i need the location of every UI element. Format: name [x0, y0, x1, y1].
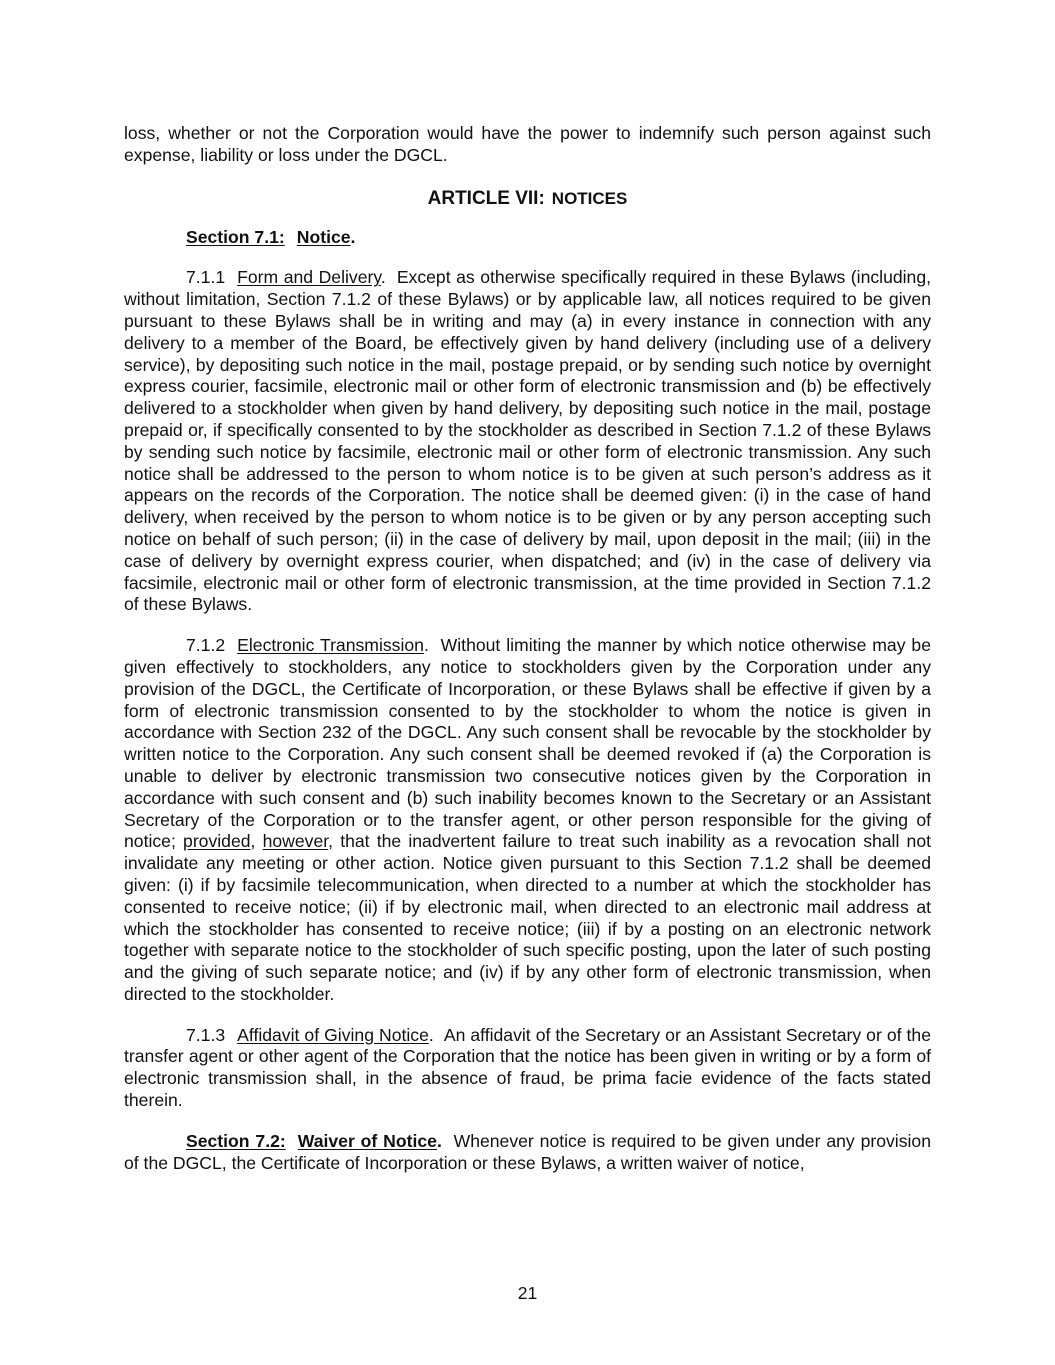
- paragraph-7-1-2-number: 7.1.2: [186, 635, 226, 656]
- paragraph-7-1-1-number: 7.1.1: [186, 267, 226, 288]
- paragraph-7-1-2-heading: Electronic Transmission: [237, 635, 424, 656]
- paragraph-7-1-2-punct: .: [423, 635, 429, 656]
- section-7-1-title: Notice: [296, 226, 351, 247]
- paragraph-7-1-1-text: Except as otherwise specifically required in these Bylaws (including, without limitation, Section 7.1.2 of these Bylaws) or by applicable law, all notices required to be given pursuant to these Bylaws shall be in writing and may (a) in every instance in connection with any delivery to a member of the Board, be effectively given by hand delivery (including use of a delivery service), by depositing such notice in the mail, postage prepaid, or by sending such notice by overnight express courier, facsimile, electronic mail or other form of electronic transmission and (b) be effectively delivered to a stockholder when given by hand delivery, by depositing such notice in the mail, postage prepaid or, if specifically consented to by the stockholder as described in Section 7.1.2 of these Bylaws by sending such notice by facsimile, electronic mail or other form of electronic transmission. Any such notice shall be addressed to the person to whom notice is to be given at such person’s address as it appears on the records of the Corporation. The notice shall be deemed given: (i) in the case of hand delivery, when received by the person to whom notice is to be given or by any person accepting such notice on behalf of such person; (ii) in the case of delivery by mail, upon deposit in the mail; (iii) in the case of delivery by overnight express courier, when dispatched; and (iv) in the case of delivery via facsimile, electronic mail or other form of electronic transmission, at the time provided in Section 7.1.2 of these Bylaws.: [124, 267, 931, 615]
- paragraph-7-1-1-heading: Form and Delivery: [237, 267, 381, 288]
- section-7-2-text: Whenever notice is required to be given under any provision of the DGCL, the Certificate of Incorporation or these Bylaws, a written waiver of notice,: [124, 1130, 931, 1173]
- provided-comma: ,: [250, 831, 256, 852]
- paragraph-7-1-3: [124, 1025, 931, 1112]
- however-term: however: [262, 831, 329, 852]
- section-7-1-number: Section 7.1:: [186, 226, 285, 247]
- paragraph-7-1-2-text-a: Without limiting the manner by which notice otherwise may be given effectively to stockholders, any notice to stockholders given by the Corporation under any provision of the DGCL, the Certificate of Incorporation, or these Bylaws shall be effective if given by a form of electronic transmission consented to by the stockholder to whom the notice is given in accordance with Section 232 of the DGCL. Any such consent shall be revocable by the stockholder by written notice to the Corporation. Any such consent shall be deemed revoked if (a) the Corporation is unable to deliver by electronic transmission two consecutive notices given by the Corporation in accordance with such consent and (b) such inability becomes known to the Secretary or an Assistant Secretary of the Corporation or to the transfer agent, or other person responsible for the giving of notice;: [124, 635, 931, 852]
- paragraph-7-1-3-heading: Affidavit of Giving Notice: [237, 1024, 429, 1045]
- paragraph-7-1-3-punct: .: [428, 1024, 434, 1045]
- section-7-1-end: .: [350, 226, 356, 247]
- article-heading: [124, 187, 931, 211]
- article-label: ARTICLE VII:: [427, 187, 545, 209]
- article-title: NOTICES: [551, 188, 628, 208]
- page-number: 21: [517, 1283, 538, 1303]
- document-page: [124, 123, 931, 1174]
- section-7-2-end: .: [436, 1130, 442, 1151]
- paragraph-7-1-1: [124, 267, 931, 616]
- provided-term: provided: [183, 831, 251, 852]
- section-7-2-number: Section 7.2:: [186, 1130, 286, 1151]
- section-7-2-title: Waiver of Notice: [297, 1130, 437, 1151]
- paragraph-7-1-3-text: An affidavit of the Secretary or an Assistant Secretary or of the transfer agent or other agent of the Corporation that the notice has been given in writing or by a form of electronic transmission shall, in the absence of fraud, be prima facie evidence of the facts stated therein.: [124, 1024, 931, 1111]
- paragraph-7-1-3-number: 7.1.3: [186, 1024, 226, 1045]
- paragraph-7-1-1-punct: .: [380, 267, 386, 288]
- paragraph-7-1-2: [124, 635, 931, 1006]
- paragraph-7-1-2-text-b: , that the inadvertent failure to treat such inability as a revocation shall not invalidate any meeting or other action. Notice given pursuant to this Section 7.1.2 shall be deemed given: (i) if by facsimile telecommunication, when directed to a number at which the stockholder has consented to receive notice; (ii) if by electronic mail, when directed to an electronic mail address at which the stockholder has consented to receive notice; (iii) if by a posting on an electronic network together with separate notice to the stockholder of such specific posting, upon the later of such posting and the giving of such separate notice; and (iv) if by any other form of electronic transmission, when directed to the stockholder.: [124, 831, 932, 1004]
- section-7-2-paragraph: [124, 1131, 931, 1175]
- continuation-paragraph: loss, whether or not the Corporation would have the power to indemnify such person against such expense, liability or loss under the DGCL.: [124, 123, 931, 165]
- section-7-1-heading: [124, 227, 931, 249]
